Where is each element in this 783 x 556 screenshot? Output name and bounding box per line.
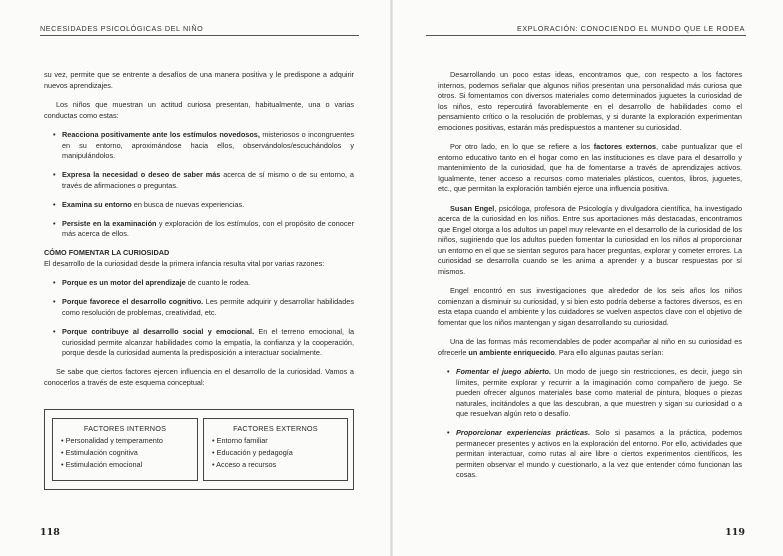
internal-factor-item: • Estimulación emocional (61, 460, 143, 469)
list-item: • Expresa la necesidad o deseo de saber más acerca de sí mismo o de su entorno, a través de afirmaciones o preguntas. (44, 170, 354, 191)
paragraph: Se sabe que ciertos factores ejercen influencia en el desarrollo de la curiosidad. Vamos a conocerlos a través de este esquema conceptual: (44, 367, 354, 387)
reasons-list (44, 278, 354, 358)
list-item: • Persiste en la examinación y exploración de los estímulos, con el propósito de conocer más acerca de ellos. (44, 219, 354, 240)
list-item: • Reacciona positivamente ante los estímulos novedosos, misteriosos o incongruentes en su entorno, aproximándose hacia ellos, observándolos/escuchándolos y manipulándolos. (44, 130, 354, 162)
internal-factors-title: FACTORES INTERNOS (83, 424, 167, 433)
external-factor-item: • Entorno familiar (212, 436, 268, 445)
paragraph: Una de las formas más recomendables de poder acompañar al niño en su curiosidad es ofrecerle un ambiente enriquecido. Para ello algunas pautas serían: (438, 337, 742, 357)
right-running-head: EXPLORACIÓN: CONOCIENDO EL MUNDO QUE LE RODEA (516, 24, 745, 33)
internal-factor-item: • Personalidad y temperamento (61, 436, 163, 445)
list-item: • Fomentar el juego abierto. Un modo de juego sin restricciones, es decir, juego sin límites, permite explorar y recurrir a la imaginación como compañero de juego. Se pueden ofrecer algunos materiales base como material de pintura, bloques o piezas naturales, incitándoles a que las descubran, a que muestren y sigan su curiosidad o a que resuelvan algún reto o desafío. (438, 367, 742, 420)
right-page-number: 119 (725, 527, 745, 538)
right-page (392, 0, 783, 556)
factors-diagram (44, 409, 354, 490)
left-running-head: NECESIDADES PSICOLÓGICAS DEL NIÑO (40, 24, 204, 33)
list-item: • Porque favorece el desarrollo cognitivo. Les permite adquirir y desarrollar habilidades como resolución de problemas, creatividad, etc. (44, 297, 354, 318)
paragraph: su vez, permite que se entrente a desafíos de una manera positiva y le predispone a adquirir nuevos aprendizajes. (44, 70, 354, 90)
external-factors-title: FACTORES EXTERNOS (233, 424, 318, 433)
external-factors-box (203, 418, 348, 481)
paragraph: Por otro lado, en lo que se refiere a los factores externos, cabe puntualizar que el entorno educativo tanto en el hogar como en las instituciones es clave para el desarrollo y mantenimiento de la curiosidad, que ha de fomentarse a través de aprendizajes activos. Igualmente, tener acceso a recursos como materiales plásticos, cuentos, libros, juguetes, etc., que permitan la exploración también ejerce una influencia positiva. (438, 142, 742, 193)
paragraph: Susan Engel, psicóloga, profesora de Psicología y divulgadora científica, ha investigado acerca de la curiosidad en los niños. Entre sus aportaciones más destacadas, encontramos que Engel otorga a los adultos un papel muy relevante en el desarrollo de la curiosidad de los niños, sugiriendo que los adultos pueden fomentar la curiosidad en los niños al proporcionar un entorno en el que se sientan seguros para hacer preguntas, explorar y cometer errores. La curiosidad se desarrolla cuando se les anima a aprender y a buscar respuestas por sí mismos. (438, 203, 742, 276)
guidelines-list (438, 367, 742, 481)
paragraph: Los niños que muestran un actitud curiosa presentan, habitualmente, una o varias conductas como estas: (44, 100, 354, 120)
conducts-list (44, 130, 354, 240)
paragraph: Engel encontró en sus investigaciones que alrededor de los seis años los niños comienzan a disminuir su curiosidad, y si bien esto podría deberse a factores diversos, es en esta etapa cuando el ambiente y los cuidadores se vuelven aspectos clave con el objetivo de fomentar que los niños mantengan y sigan desarrollando su curiosidad. (438, 286, 742, 327)
internal-factors-box (52, 418, 198, 481)
external-factor-item: • Acceso a recursos (212, 460, 277, 469)
left-header-rule (40, 35, 359, 36)
list-item: • Porque es un motor del aprendizaje de cuanto le rodea. (44, 278, 354, 289)
list-item: • Porque contribuye al desarrollo social y emocional. En el terreno emocional, la curiosidad permite alcanzar habilidades como la empatía, la confianza y la cooperación, porque desde la curiosidad aumenta la predisposición a interactuar socialmente. (44, 327, 354, 359)
internal-factor-item: • Estimulación cognitiva (61, 448, 138, 457)
paragraph: El desarrollo de la curiosidad desde la primera infancia resulta vital por varias razones: (44, 258, 325, 268)
left-page (0, 0, 391, 556)
left-page-number: 118 (40, 527, 60, 538)
paragraph: Desarrollando un poco estas ideas, encontramos que, con respecto a los factores internos, podemos señalar que algunos niños presentan una personalidad más curiosa que otros. Si fomentamos con diversos materiales como determinados juguetes la curiosidad de los niños, esto repercutirá favorablemente en el desarrollo de habilidades como el pensamiento crítico o la resolución de problemas, y si durante la exploración experimentan emociones positivas, estarán más predispuestos a mantener su curiosidad. (438, 70, 742, 132)
left-body-text (44, 70, 354, 397)
external-factor-item: • Educación y pedagogía (212, 448, 293, 457)
list-item: • Proporcionar experiencias prácticas. Solo si pasamos a la práctica, podemos permanecer presentes y activos en la exploración del entorno. Por ello, actividades que permitan interactuar, como rutas al aire libre o ciertos experimentos científicos, les permiten observar el mundo y cuestionarlo, a la vez que entender cómo funcionan las cosas. (438, 428, 742, 481)
list-item: • Examina su entorno en busca de nuevas experiencias. (44, 200, 354, 211)
right-body-text (438, 70, 742, 489)
section-title: CÓMO FOMENTAR LA CURIOSIDAD (44, 248, 170, 258)
right-header-rule (426, 35, 746, 36)
